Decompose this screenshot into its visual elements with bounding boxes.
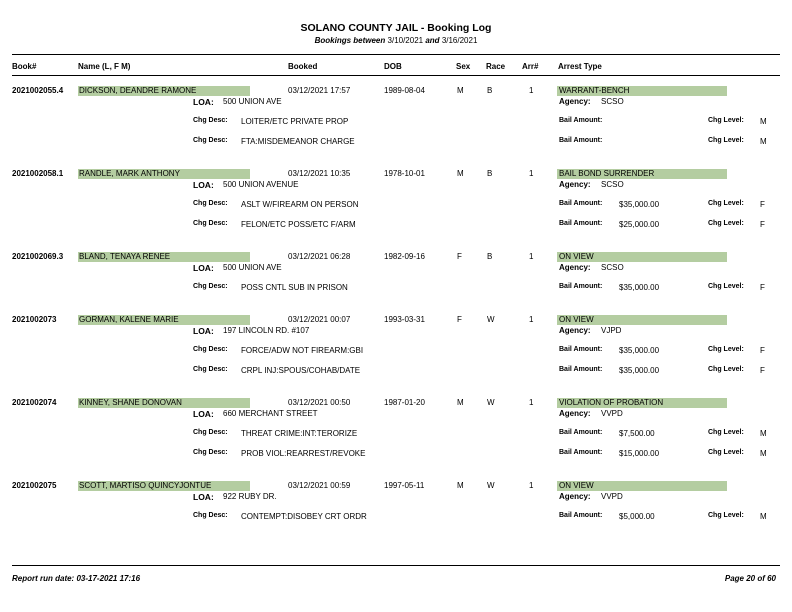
chg-desc-label: Chg Desc: [193, 137, 228, 144]
arrest-type: WARRANT-BENCH [559, 86, 630, 95]
date-to: 3/16/2021 [441, 36, 478, 45]
loa-address: 922 RUBY DR. [223, 492, 277, 501]
charge-level: F [760, 346, 765, 355]
booked-datetime: 03/12/2021 00:59 [288, 481, 351, 490]
book-number: 2021002055.4 [12, 86, 64, 95]
col-header-race: Race [486, 62, 506, 71]
charge-level: M [760, 137, 767, 146]
inmate-name: BLAND, TENAYA RENEE [79, 252, 171, 261]
inmate-name: DICKSON, DEANDRE RAMONE [79, 86, 197, 95]
inmate-name: SCOTT, MARTISO QUINCYJONTUE [79, 481, 212, 490]
col-header-dob: DOB [384, 62, 402, 71]
subtitle-and: and [425, 36, 440, 45]
header-top-rule [12, 54, 780, 55]
bail-amount-label: Bail Amount: [559, 449, 603, 456]
charge-description: FORCE/ADW NOT FIREARM:GBI [241, 346, 364, 355]
bail-amount-label: Bail Amount: [559, 346, 603, 353]
chg-level-label: Chg Level: [708, 220, 744, 227]
charge-description: THREAT CRIME:INT:TERORIZE [241, 429, 358, 438]
book-number: 2021002074 [12, 398, 57, 407]
agency: SCSO [601, 97, 624, 106]
arrest-type: ON VIEW [559, 481, 594, 490]
dob: 1982-09-16 [384, 252, 425, 261]
chg-desc-label: Chg Desc: [193, 429, 228, 436]
chg-level-label: Chg Level: [708, 429, 744, 436]
inmate-name: RANDLE, MARK ANTHONY [79, 169, 180, 178]
loa-label: LOA: [193, 492, 214, 502]
charge-level: M [760, 512, 767, 521]
race: W [487, 398, 495, 407]
book-number: 2021002073 [12, 315, 57, 324]
bail-amount-label: Bail Amount: [559, 200, 603, 207]
loa-address: 500 UNION AVE [223, 97, 282, 106]
sex: M [457, 398, 464, 407]
page-number: Page 20 of 60 [724, 574, 776, 583]
agency: SCSO [601, 263, 624, 272]
bail-amount: $25,000.00 [619, 220, 660, 229]
race: B [487, 169, 493, 178]
arrest-type: BAIL BOND SURRENDER [559, 169, 655, 178]
booked-datetime: 03/12/2021 17:57 [288, 86, 351, 95]
charge-level: M [760, 449, 767, 458]
bail-amount-label: Bail Amount: [559, 137, 603, 144]
col-header-sex: Sex [456, 62, 471, 71]
chg-desc-label: Chg Desc: [193, 449, 228, 456]
sex: M [457, 169, 464, 178]
arrest-type: VIOLATION OF PROBATION [559, 398, 664, 407]
arrest-count: 1 [529, 398, 534, 407]
chg-desc-label: Chg Desc: [193, 512, 228, 519]
loa-label: LOA: [193, 180, 214, 190]
agency-label: Agency: [559, 326, 591, 335]
chg-level-label: Chg Level: [708, 512, 744, 519]
agency-label: Agency: [559, 492, 591, 501]
chg-desc-label: Chg Desc: [193, 220, 228, 227]
bail-amount-label: Bail Amount: [559, 283, 603, 290]
inmate-name: GORMAN, KALENE MARIE [79, 315, 179, 324]
chg-level-label: Chg Level: [708, 137, 744, 144]
booked-datetime: 03/12/2021 00:07 [288, 315, 351, 324]
arrest-count: 1 [529, 252, 534, 261]
charge-level: F [760, 220, 765, 229]
arrest-type: ON VIEW [559, 252, 594, 261]
col-header-book: Book# [12, 62, 37, 71]
charge-level: F [760, 283, 765, 292]
col-header-arrest-type: Arrest Type [558, 62, 602, 71]
chg-desc-label: Chg Desc: [193, 200, 228, 207]
charge-description: CRPL INJ:SPOUS/COHAB/DATE [241, 366, 361, 375]
bail-amount: $15,000.00 [619, 449, 660, 458]
chg-level-label: Chg Level: [708, 449, 744, 456]
charge-level: M [760, 429, 767, 438]
arrest-count: 1 [529, 86, 534, 95]
footer-rule [12, 565, 780, 566]
agency-label: Agency: [559, 409, 591, 418]
book-number: 2021002069.3 [12, 252, 64, 261]
chg-level-label: Chg Level: [708, 200, 744, 207]
book-number: 2021002058.1 [12, 169, 64, 178]
sex: F [457, 315, 462, 324]
bail-amount-label: Bail Amount: [559, 366, 603, 373]
charge-description: FELON/ETC POSS/ETC F/ARM [241, 220, 356, 229]
agency: SCSO [601, 180, 624, 189]
loa-label: LOA: [193, 409, 214, 419]
loa-address: 660 MERCHANT STREET [223, 409, 318, 418]
bail-amount-label: Bail Amount: [559, 512, 603, 519]
agency-label: Agency: [559, 263, 591, 272]
agency: VJPD [601, 326, 622, 335]
dob: 1993-03-31 [384, 315, 425, 324]
header-bottom-rule [12, 75, 780, 76]
date-from: 3/10/2021 [387, 36, 424, 45]
bail-amount-label: Bail Amount: [559, 117, 603, 124]
chg-desc-label: Chg Desc: [193, 346, 228, 353]
charge-description: ASLT W/FIREARM ON PERSON [241, 200, 359, 209]
charge-description: LOITER/ETC PRIVATE PROP [241, 117, 349, 126]
sex: M [457, 86, 464, 95]
dob: 1987-01-20 [384, 398, 425, 407]
charge-level: M [760, 117, 767, 126]
book-number: 2021002075 [12, 481, 57, 490]
arrest-type: ON VIEW [559, 315, 594, 324]
chg-level-label: Chg Level: [708, 283, 744, 290]
dob: 1989-08-04 [384, 86, 425, 95]
bail-amount-label: Bail Amount: [559, 429, 603, 436]
race: B [487, 86, 493, 95]
loa-address: 500 UNION AVENUE [223, 180, 299, 189]
subtitle-prefix: Bookings between [314, 36, 386, 45]
bail-amount-label: Bail Amount: [559, 220, 603, 227]
chg-level-label: Chg Level: [708, 346, 744, 353]
report-run-date: Report run date: 03-17-2021 17:16 [12, 574, 141, 583]
agency-label: Agency: [559, 97, 591, 106]
agency: VVPD [601, 409, 623, 418]
sex: F [457, 252, 462, 261]
chg-desc-label: Chg Desc: [193, 117, 228, 124]
chg-desc-label: Chg Desc: [193, 366, 228, 373]
charge-description: PROB VIOL:REARREST/REVOKE [241, 449, 366, 458]
inmate-name: KINNEY, SHANE DONOVAN [79, 398, 182, 407]
agency: VVPD [601, 492, 623, 501]
arrest-count: 1 [529, 315, 534, 324]
col-header-name: Name (L, F M) [78, 62, 131, 71]
loa-label: LOA: [193, 326, 214, 336]
charge-description: CONTEMPT:DISOBEY CRT ORDR [241, 512, 367, 521]
bail-amount: $35,000.00 [619, 200, 660, 209]
loa-address: 500 UNION AVE [223, 263, 282, 272]
loa-address: 197 LINCOLN RD. #107 [223, 326, 310, 335]
bail-amount: $35,000.00 [619, 283, 660, 292]
bail-amount: $35,000.00 [619, 366, 660, 375]
report-title: SOLANO COUNTY JAIL - Booking Log [300, 22, 492, 34]
sex: M [457, 481, 464, 490]
bail-amount: $35,000.00 [619, 346, 660, 355]
loa-label: LOA: [193, 263, 214, 273]
bail-amount: $5,000.00 [619, 512, 655, 521]
report-subtitle [0, 36, 792, 45]
race: W [487, 315, 495, 324]
agency-label: Agency: [559, 180, 591, 189]
loa-label: LOA: [193, 97, 214, 107]
arrest-count: 1 [529, 169, 534, 178]
chg-level-label: Chg Level: [708, 366, 744, 373]
charge-description: FTA:MISDEMEANOR CHARGE [241, 137, 355, 146]
charge-description: POSS CNTL SUB IN PRISON [241, 283, 348, 292]
booked-datetime: 03/12/2021 00:50 [288, 398, 351, 407]
charge-level: F [760, 200, 765, 209]
charge-level: F [760, 366, 765, 375]
booked-datetime: 03/12/2021 06:28 [288, 252, 351, 261]
dob: 1978-10-01 [384, 169, 425, 178]
chg-level-label: Chg Level: [708, 117, 744, 124]
col-header-arr: Arr# [522, 62, 539, 71]
booked-datetime: 03/12/2021 10:35 [288, 169, 351, 178]
chg-desc-label: Chg Desc: [193, 283, 228, 290]
arrest-count: 1 [529, 481, 534, 490]
dob: 1997-05-11 [384, 481, 425, 490]
col-header-booked: Booked [288, 62, 318, 71]
bail-amount: $7,500.00 [619, 429, 655, 438]
race: W [487, 481, 495, 490]
race: B [487, 252, 493, 261]
